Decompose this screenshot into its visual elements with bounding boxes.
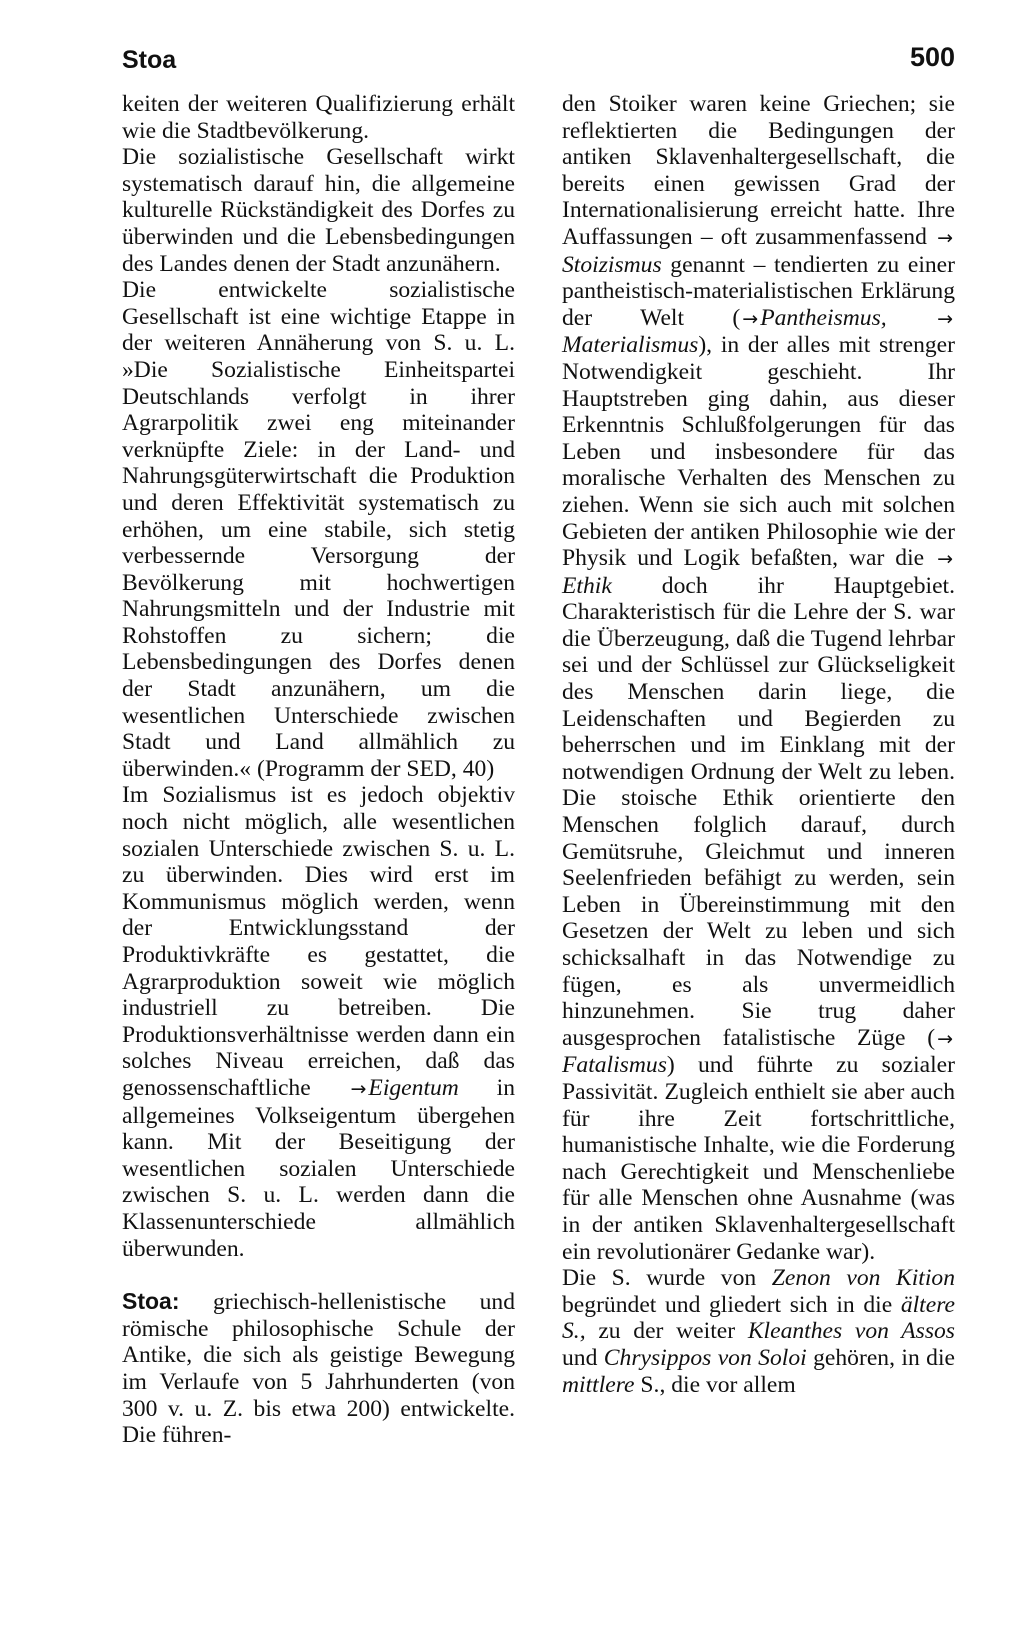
left-column: [122, 91, 515, 1449]
cross-reference-link[interactable]: Stoizismus: [562, 251, 662, 278]
cross-reference-arrow-icon: →: [937, 548, 953, 571]
paragraph: [122, 277, 515, 782]
paragraph: [122, 782, 515, 1262]
text-run: genannt – tendierten zu einer pantheistisch-materialistischen Erklärung der Welt (: [562, 251, 955, 331]
text-run: und: [562, 1344, 598, 1371]
entry-lemma: Stoa:: [122, 1288, 180, 1315]
text-run: doch ihr Hauptgebiet. Charakteristisch für die Lehre der S. war die Überzeugung, daß die Tugend lehrbar sei und der Schlüssel zur Glückseligkeit des Menschen darin liege, die Leidenschaften und Begierden zu beherrschen und im Einklang mit der notwendigen Ordnung der Welt zu leben. Die stoische Ethik orientierte den Menschen folglich darauf, durch Gemütsruhe, Gleichmut und inneren Seelenfrieden befähigt zu werden, sein Leben in Übereinstimmung mit den Gesetzen der Welt zu leben und sich schicksalhaft in das Notwendige zu fügen, es als unvermeidlich hinzunehmen. Sie trug daher ausgesprochen fatalistische Züge (: [562, 572, 956, 1051]
text-run: keiten der weiteren Qualifizierung erhält wie die Stadtbevölkerung.: [122, 91, 515, 144]
paragraph: [122, 91, 515, 144]
text-run: S., die vor allem: [640, 1371, 796, 1398]
text-run: Die entwickelte sozialistische Gesellschaft ist eine wichtige Etappe in der weiteren Annäherung von S. u. L. »Die Sozialistische Einheitspartei Deutschlands verfolgt in ihrer Agrarpolitik zwei eng miteinander verknüpfte Ziele: in der Land- und Nahrungsgüterwirtschaft die Produktion und deren Effektivität systematisch zu erhöhen, um eine stabile, sich stetig verbessernde Versorgung der Bevölkerung mit hochwertigen Nahrungsmitteln und der Industrie mit Rohstoffen zu sichern; die Lebensbedingungen des Dorfes denen der Stadt anzunähern, um die wesentlichen Unterschiede zwischen Stadt und Land allmählich zu überwinden.« (Programm der SED, 40): [122, 277, 515, 782]
text-run: den Stoiker waren keine Griechen; sie reflektierten die Bedingungen der antiken Sklavenhaltergesellschaft, die bereits einen gewissen Grad der Internationalisierung erreicht hatte. Ihre Auffassungen – oft zusammenfassend: [562, 91, 955, 250]
cross-reference-arrow-icon: →: [742, 307, 759, 330]
text-run: gehören, in die: [813, 1344, 955, 1371]
person-name: Zenon von Kition: [771, 1265, 956, 1292]
term: mittlere: [562, 1371, 635, 1398]
right-column: [562, 91, 955, 1398]
text-run: griechisch-hellenistische und römische philosophische Schule der Antike, die sich als geistige Bewegung im Verlaufe von 5 Jahrhunderten (von 300 v. u. Z. bis etwa 200) entwickelte. Die führen-: [122, 1289, 515, 1449]
text-run: Die S. wurde von: [562, 1265, 757, 1292]
text-run: in allgemeines Volkseigentum übergehen kann. Mit der Beseitigung der wesentlichen sozialen Unterschiede zwischen S. u. L. werden dann die Klassenunterschiede allmählich überwunden.: [122, 1074, 515, 1262]
running-head: [122, 38, 955, 78]
text-run: Im Sozialismus ist es jedoch objektiv noch nicht möglich, alle wesentlichen sozialen Unterschiede zwischen S. u. L. zu überwinden. Dies wird erst im Kommunismus möglich werden, wenn der Entwicklungsstand der Produktivkräfte es gestattet, die Agrarproduktion soweit wie möglich industriell zu betreiben. Die Produktionsverhältnisse werden dann ein solches Niveau erreichen, daß das genossenschaftliche: [122, 782, 515, 1101]
text-run: ), in der alles mit strenger Notwendigkeit geschieht. Ihr Hauptstreben ging dahin, aus dieser Erkenntnis Schlußfolgerungen für das Leben und insbesondere für das moralische Verhalten des Menschen zu ziehen. Wenn sie sich auch mit solchen Gebieten der antiken Philosophie wie der Physik und Logik befaßten, war die: [562, 332, 955, 572]
cross-reference-link[interactable]: Ethik: [562, 572, 612, 599]
paragraph: [122, 144, 515, 277]
cross-reference-link[interactable]: Pantheismus,: [760, 304, 887, 331]
text-run: Die sozialistische Gesellschaft wirkt systematisch darauf hin, die allgemeine kulturelle Rückständigkeit des Dorfes zu überwinden und die Lebensbedingungen des Landes denen der Stadt anzunähern.: [122, 144, 515, 277]
dictionary-entry: [122, 1288, 515, 1449]
cross-reference-arrow-icon: →: [350, 1077, 367, 1100]
paragraph: [562, 1265, 955, 1398]
cross-reference-link[interactable]: Eigentum: [368, 1074, 459, 1101]
text-run: ) und führte zu sozialer Passivität. Zugleich enthielt sie aber auch für ihre Zeit fortschrittliche, humanistische Inhalte, wie die Forderung nach Gerechtigkeit und Menschenliebe für alle Menschen ohne Ausnahme (was in der antiken Sklavenhaltergesellschaft ein revolutionärer Gedanke war).: [562, 1052, 955, 1265]
cross-reference-link[interactable]: Fatalismus: [562, 1052, 667, 1079]
person-name: Kleanthes von Assos: [747, 1318, 955, 1345]
page-number: 500: [909, 42, 955, 72]
header-keyword: Stoa: [122, 46, 177, 74]
text-run: zu der weiter: [598, 1318, 736, 1345]
person-name: Chrysippos von Soloi: [603, 1344, 807, 1371]
term: ältere S.,: [562, 1291, 955, 1345]
cross-reference-arrow-icon: →: [937, 1027, 953, 1050]
text-run: begründet und gliedert sich in die: [562, 1291, 893, 1318]
cross-reference-arrow-icon: →: [937, 226, 953, 249]
cross-reference-arrow-icon: →: [937, 307, 953, 330]
paragraph: [562, 91, 955, 1265]
cross-reference-link[interactable]: Materialismus: [562, 332, 699, 359]
